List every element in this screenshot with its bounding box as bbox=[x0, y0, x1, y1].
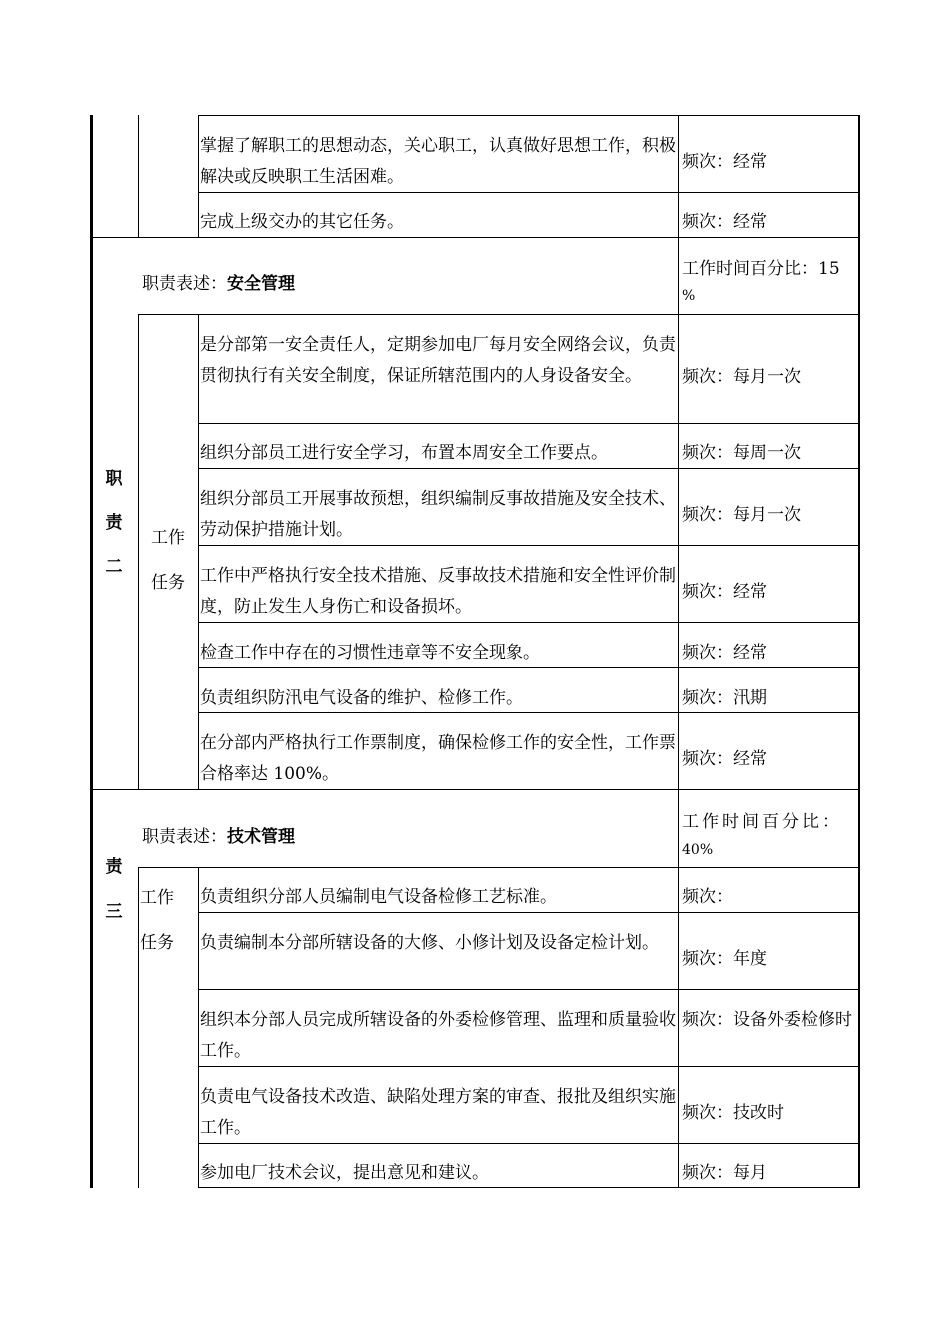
task-frequency: 频次：汛期 bbox=[682, 688, 767, 708]
row-border bbox=[138, 867, 860, 868]
task-frequency: 频次：每周一次 bbox=[682, 443, 801, 463]
task-frequency: 频次：每月 bbox=[682, 1163, 767, 1183]
column-divider-2 bbox=[198, 867, 199, 1188]
task-text: 检查工作中存在的习惯性违章等不安全现象。 bbox=[200, 643, 540, 663]
task-frequency: 频次：每月一次 bbox=[682, 505, 801, 525]
task-text: 工作中严格执行安全技术措施、反事故技术措施和安全性评价制度，防止发生人身伤亡和设备损坏。 bbox=[200, 566, 676, 617]
task-frequency: 频次：经常 bbox=[682, 212, 767, 232]
task-text: 完成上级交办的其它任务。 bbox=[200, 212, 404, 232]
row-border bbox=[198, 423, 860, 424]
duty-description-prefix: 职责表述： bbox=[142, 274, 227, 294]
task-frequency: 频次：年度 bbox=[682, 949, 767, 969]
column-divider-2 bbox=[198, 314, 199, 789]
task-frequency: 频次：经常 bbox=[682, 643, 767, 663]
work-task-label: 工作 bbox=[151, 528, 185, 548]
task-frequency: 频次： bbox=[682, 887, 733, 907]
task-frequency: 频次：每月一次 bbox=[682, 367, 801, 387]
work-time-percentage bbox=[682, 807, 858, 862]
task-text: 负责组织分部人员编制电气设备检修工艺标准。 bbox=[200, 887, 557, 907]
duty-label-char: 职 bbox=[105, 469, 123, 489]
task-text: 负责电气设备技术改造、缺陷处理方案的审查、报批及组织实施工作。 bbox=[200, 1087, 676, 1138]
work-time-percentage-label: 工作时间百分比：15 bbox=[682, 259, 840, 279]
work-time-percentage-value: % bbox=[682, 288, 696, 304]
work-task-label: 任务 bbox=[151, 573, 185, 593]
task-text: 组织本分部人员完成所辖设备的外委检修管理、监理和质量验收工作。 bbox=[200, 1010, 676, 1061]
task-text: 负责组织防汛电气设备的维护、检修工作。 bbox=[200, 688, 523, 708]
column-divider-1 bbox=[138, 115, 139, 238]
task-frequency: 频次：经常 bbox=[682, 749, 767, 769]
duty-description bbox=[142, 269, 672, 300]
task-text: 组织分部员工进行安全学习，布置本周安全工作要点。 bbox=[200, 443, 608, 463]
row-border bbox=[198, 989, 860, 990]
column-divider-2 bbox=[198, 115, 199, 238]
duty-description-prefix: 职责表述： bbox=[142, 827, 227, 847]
task-frequency: 频次：设备外委检修时 bbox=[682, 1010, 852, 1030]
row-border bbox=[138, 314, 860, 315]
duty-label-char: 三 bbox=[105, 902, 123, 922]
task-text: 掌握了解职工的思想动态，关心职工，认真做好思想工作，积极解决或反映职工生活困难。 bbox=[200, 136, 676, 187]
task-text: 是分部第一安全责任人，定期参加电厂每月安全网络会议，负责贯彻执行有关安全制度，保证所辖范围内的人身设备安全。 bbox=[200, 335, 676, 386]
table-right-border bbox=[858, 115, 860, 1188]
table-left-border bbox=[90, 115, 93, 1188]
duty-description-title: 安全管理 bbox=[227, 274, 295, 294]
duty-description-title: 技术管理 bbox=[227, 827, 295, 847]
work-time-percentage bbox=[682, 254, 858, 307]
work-time-percentage-label: 工作时间百分比： bbox=[682, 812, 842, 832]
work-task-label: 工作 bbox=[140, 888, 174, 908]
work-task-label: 任务 bbox=[140, 933, 174, 953]
task-text: 参加电厂技术会议，提出意见和建议。 bbox=[200, 1163, 489, 1183]
task-frequency: 频次：技改时 bbox=[682, 1103, 784, 1123]
column-divider-1 bbox=[138, 314, 139, 789]
duty-label-char: 责 bbox=[105, 857, 123, 877]
task-text: 负责编制本分部所辖设备的大修、小修计划及设备定检计划。 bbox=[200, 933, 659, 953]
duty-description bbox=[142, 822, 672, 853]
task-text: 在分部内严格执行工作票制度，确保检修工作的安全性，工作票合格率达 100%。 bbox=[200, 733, 676, 784]
work-time-percentage-value: 40% bbox=[682, 842, 714, 858]
task-text: 组织分部员工开展事故预想，组织编制反事故措施及安全技术、劳动保护措施计划。 bbox=[200, 489, 676, 540]
column-divider-3 bbox=[678, 115, 679, 1188]
task-frequency: 频次：经常 bbox=[682, 582, 767, 602]
duty-label-char: 二 bbox=[105, 557, 123, 577]
column-divider-1 bbox=[138, 867, 139, 1188]
task-frequency: 频次：经常 bbox=[682, 152, 767, 172]
duty-label-char: 责 bbox=[105, 513, 123, 533]
row-border bbox=[198, 115, 860, 116]
